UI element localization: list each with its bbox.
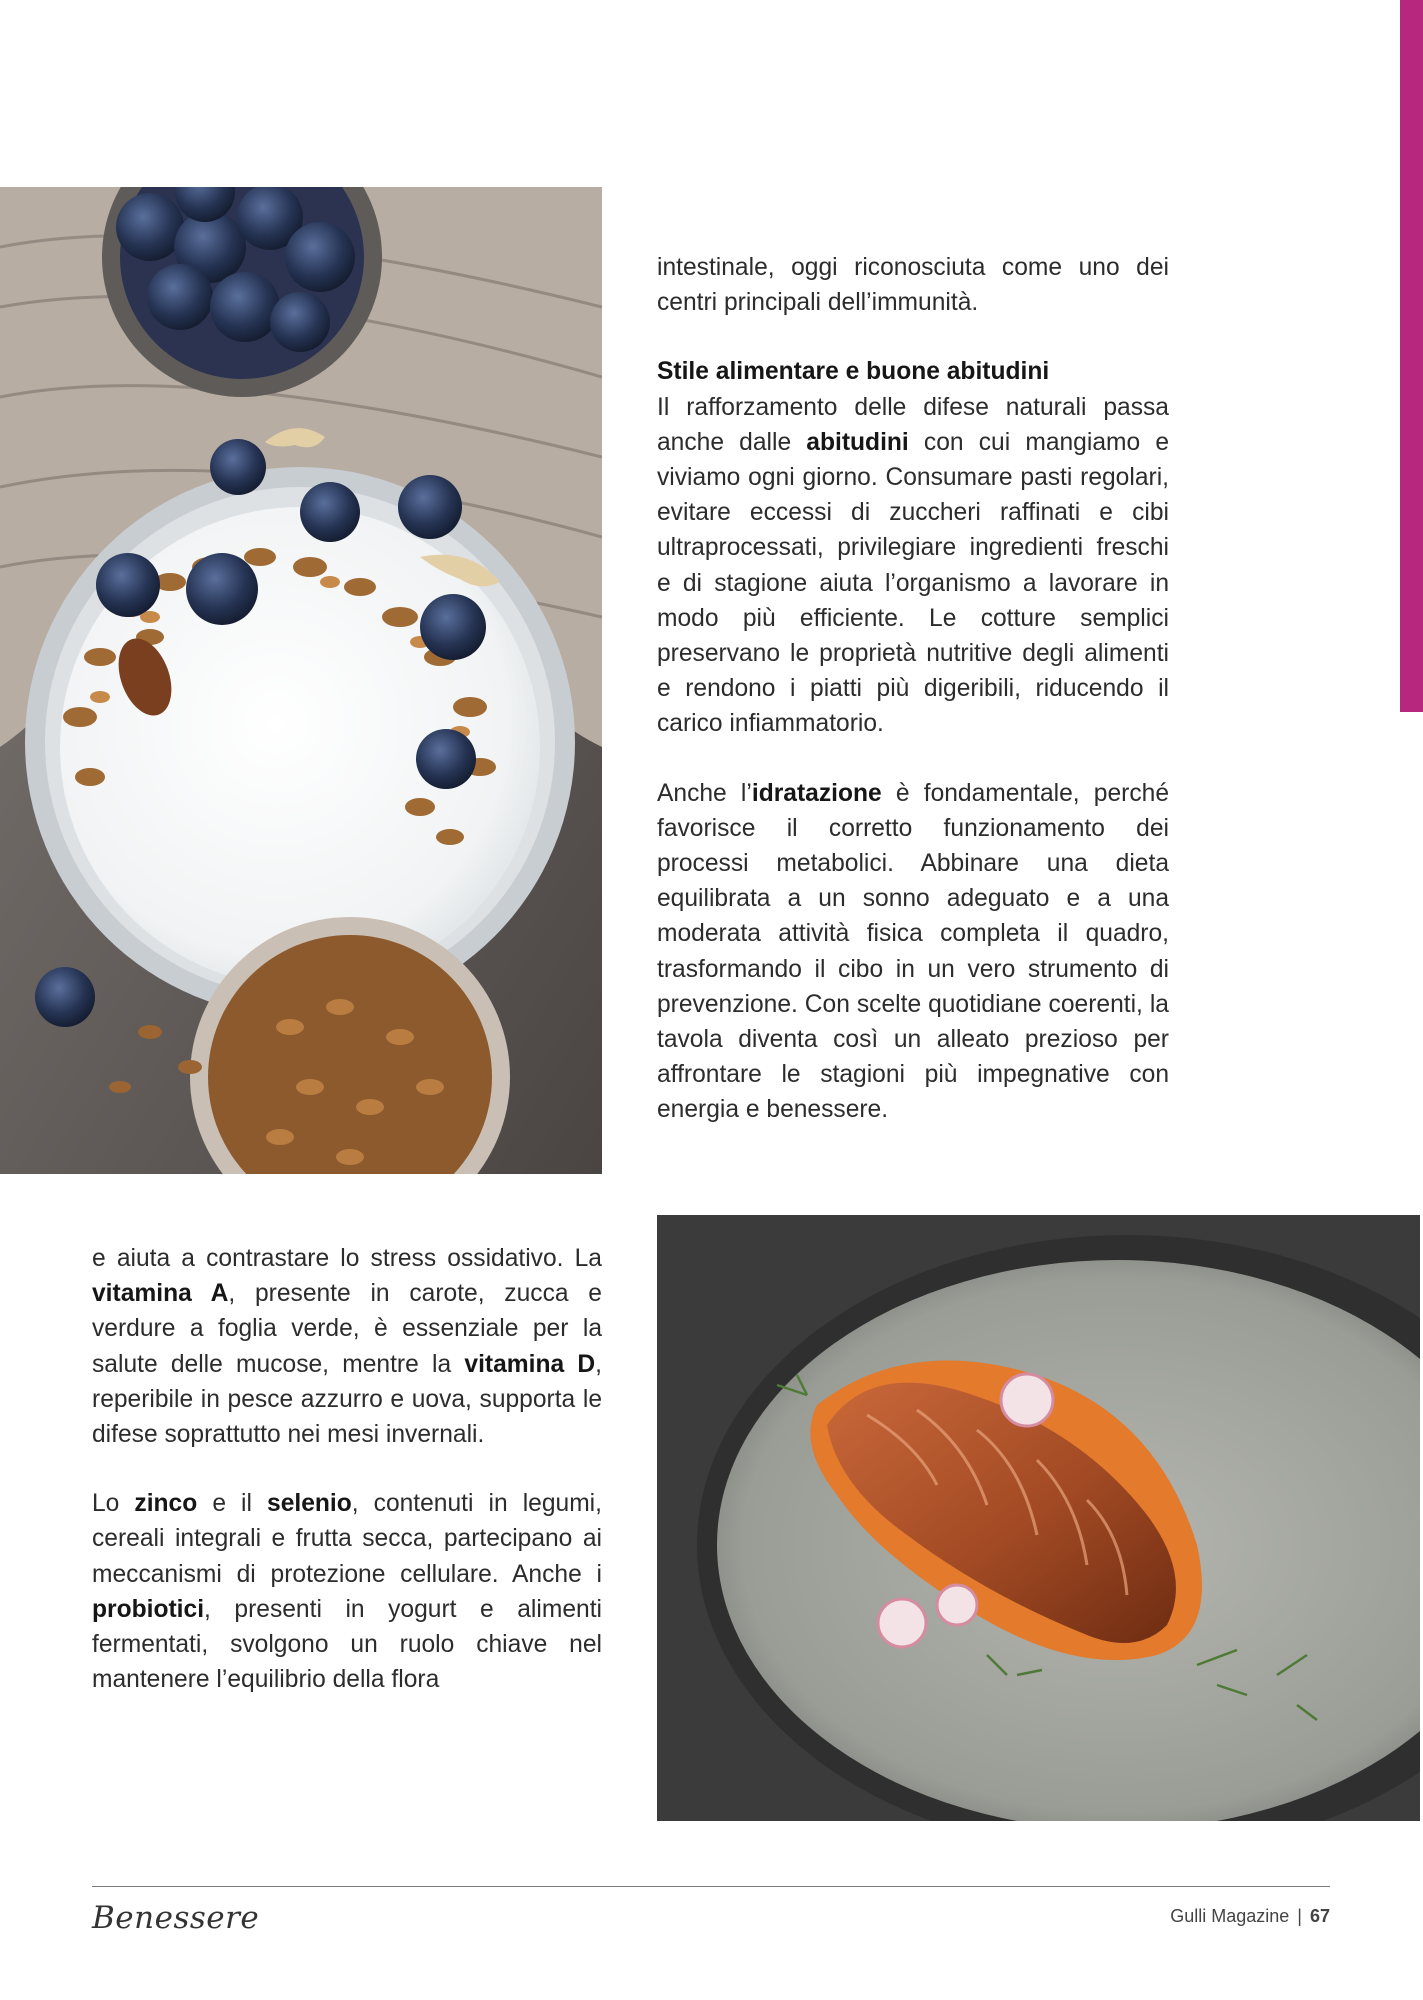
section-color-tab bbox=[1400, 0, 1423, 712]
paragraph: Anche l’idratazione è fondamentale, perché favorisce il corretto funzionamento dei processi metabolici. Abbinare una dieta equilibrata a un sonno adeguato e a una moderata attività fisica completa il quadro, trasformando il cibo in un vero strumento di prevenzione. Con scelte quotidiane coerenti, la tavola diventa così un alleato prezioso per affrontare le stagioni più impegnative con energia e benessere. bbox=[657, 779, 1170, 1124]
bold-term: selenio bbox=[267, 1490, 352, 1518]
footer-divider bbox=[92, 1886, 1330, 1887]
page-number: 67 bbox=[1309, 1906, 1330, 1926]
bold-term: probiotici bbox=[92, 1595, 205, 1623]
section-subheading: Stile alimentare e buone abitudini bbox=[657, 358, 1050, 386]
bold-term: abitudini bbox=[806, 428, 909, 456]
right-text-column bbox=[657, 250, 1169, 1162]
section-name: Benessere bbox=[92, 1900, 260, 1936]
paragraph: e aiuta a contrastare lo stress ossidativo. La vitamina A, presente in carote, zucca e verdure a foglia verde, è essenziale per la salute delle mucose, mentre la vitamina D, reperibile in pesce azzurro e uova, supporta le difese soprattutto nei mesi invernali. bbox=[92, 1245, 603, 1449]
yogurt-granola-blueberries-photo bbox=[0, 187, 602, 1174]
footer-separator: | bbox=[1297, 1906, 1302, 1926]
magazine-name: Gulli Magazine bbox=[1170, 1906, 1290, 1926]
bold-term: vitamina A bbox=[92, 1280, 229, 1308]
paragraph: Lo zinco e il selenio, contenuti in legumi, cereali integrali e frutta secca, partecipano ai meccanismi di protezione cellulare. Anche i probiotici, presenti in yogurt e alimenti fermentati, svolgono un ruolo chiave nel mantenere l’equilibrio della flora bbox=[92, 1490, 602, 1694]
paragraph: Il rafforzamento delle difese naturali passa anche dalle abitudini con cui mangiamo e viviamo ogni giorno. Consumare pasti regolari, evitare eccessi di zuccheri raffinati e cibi ultraprocessati, privilegiare ingredienti freschi e di stagione aiuta l’organismo a lavorare in modo più efficiente. Le cotture semplici preservano le proprietà nutritive degli alimenti e rendono i piatti più digeribili, riducendo il carico infiammatorio. bbox=[657, 393, 1169, 738]
salmon-fillet-on-plate-photo bbox=[657, 1215, 1420, 1821]
left-text-column bbox=[92, 1241, 602, 1731]
bold-term: vitamina D bbox=[464, 1350, 596, 1378]
bold-term: idratazione bbox=[751, 779, 882, 807]
footer-page-info bbox=[1170, 1906, 1330, 1927]
paragraph: intestinale, oggi riconosciuta come uno dei centri principali dell’immunità. bbox=[657, 254, 1169, 317]
bold-term: zinco bbox=[134, 1490, 198, 1518]
